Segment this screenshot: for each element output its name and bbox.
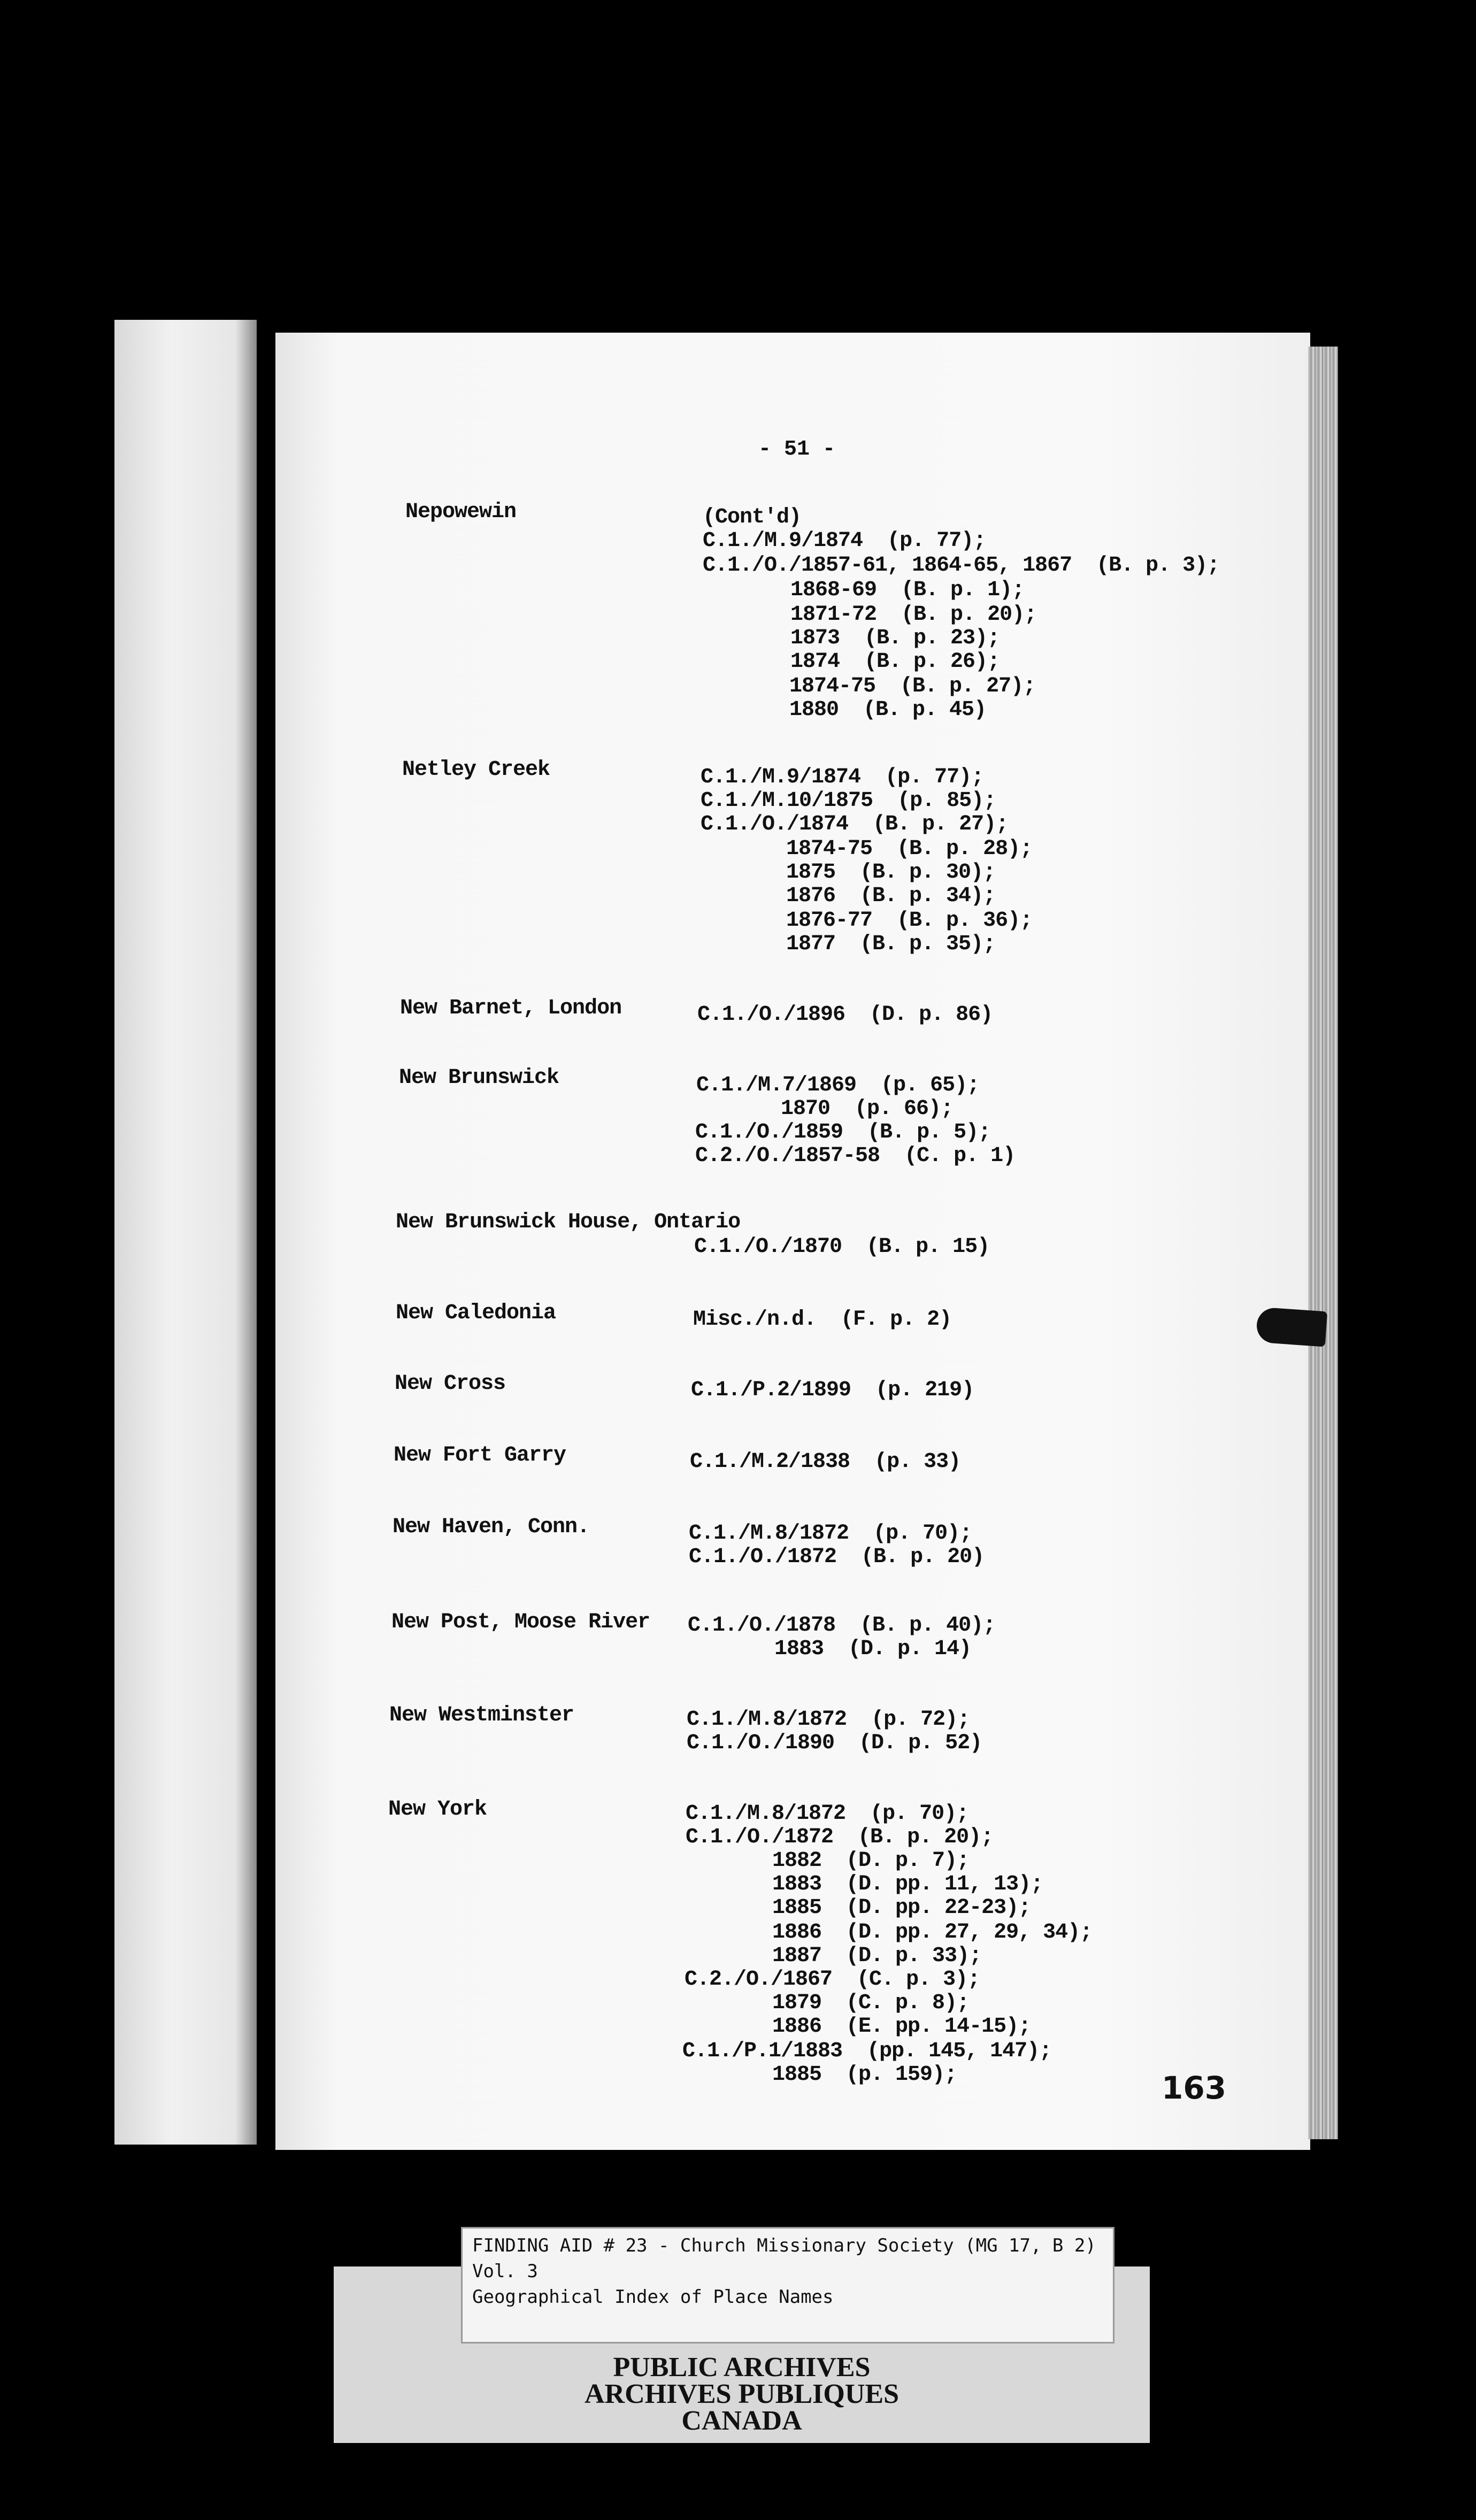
reference: C.1./O./1896 (D. p. 86): [697, 1003, 993, 1027]
reference: C.1./P.2/1899 (p. 219): [691, 1378, 974, 1402]
reference: C.1./M.9/1874 (p. 77);: [701, 765, 984, 789]
place-name: New Caledonia: [396, 1301, 556, 1325]
reference: 1870 (p. 66);: [781, 1097, 954, 1121]
reference: 1871-72 (B. p. 20);: [790, 603, 1037, 627]
reference: Misc./n.d. (F. p. 2): [693, 1308, 952, 1332]
reference: 1874-75 (B. p. 27);: [789, 674, 1036, 698]
finding-aid-subtitle: Geographical Index of Place Names: [472, 2286, 834, 2308]
reference: 1883 (D. pp. 11, 13);: [772, 1872, 1043, 1896]
place-name: New Brunswick House, Ontario: [396, 1210, 741, 1234]
reference: C.1./M.9/1874 (p. 77);: [703, 529, 986, 553]
archives-stamp: [334, 2354, 1150, 2434]
reference: C.1./O./1874 (B. p. 27);: [701, 812, 1009, 836]
place-name: New Post, Moose River: [391, 1610, 650, 1634]
reference: C.1./O./1870 (B. p. 15): [694, 1235, 990, 1259]
reference: 1886 (D. pp. 27, 29, 34);: [772, 1920, 1093, 1945]
reference: C.1./P.1/1883 (pp. 145, 147);: [682, 2039, 1052, 2063]
reference: (Cont'd): [703, 505, 802, 529]
reference: C.2./O./1867 (C. p. 3);: [685, 1968, 980, 1992]
archives-line-country: CANADA: [681, 2406, 802, 2436]
reference: 1874-75 (B. p. 28);: [786, 837, 1033, 861]
reference: 1875 (B. p. 30);: [786, 861, 996, 885]
reference: C.1./O./1857-61, 1864-65, 1867 (B. p. 3);: [703, 554, 1220, 578]
reference: 1877 (B. p. 35);: [786, 932, 996, 956]
reference: C.1./M.2/1838 (p. 33): [690, 1450, 961, 1474]
reference: 1873 (B. p. 23);: [790, 626, 1000, 650]
reference: C.1./M.8/1872 (p. 72);: [687, 1708, 970, 1732]
archive-stamp-number: 163: [1162, 2070, 1227, 2106]
reference: 1876-77 (B. p. 36);: [786, 909, 1033, 933]
reference: 1887 (D. p. 33);: [772, 1944, 982, 1968]
reference: C.1./O./1859 (B. p. 5);: [695, 1120, 991, 1144]
finding-aid-label: [461, 2227, 1114, 2344]
place-name: New Fort Garry: [394, 1443, 566, 1468]
reference: 1876 (B. p. 34);: [786, 884, 996, 908]
reference: 1885 (D. pp. 22-23);: [772, 1896, 1031, 1920]
place-name: Netley Creek: [402, 758, 550, 782]
archives-line-en: PUBLIC ARCHIVES: [613, 2352, 871, 2383]
reference: 1882 (D. p. 7);: [772, 1849, 970, 1873]
place-name: New York: [388, 1797, 487, 1822]
place-name: New Haven, Conn.: [393, 1515, 590, 1539]
reference: 1886 (E. pp. 14-15);: [772, 2015, 1031, 2039]
page-number: - 51 -: [758, 437, 836, 462]
page-tab-marker: [1256, 1307, 1327, 1347]
place-name: New Brunswick: [399, 1066, 559, 1090]
place-name: Nepowewin: [405, 500, 517, 524]
reference: C.1./O./1890 (D. p. 52): [687, 1731, 982, 1755]
reference: C.1./O./1872 (B. p. 20): [689, 1545, 985, 1569]
reference: C.2./O./1857-58 (C. p. 1): [695, 1144, 1016, 1168]
finding-aid-volume: Vol. 3: [472, 2261, 538, 2282]
reference: C.1./M.10/1875 (p. 85);: [701, 789, 996, 813]
place-name: New Cross: [395, 1372, 506, 1396]
reference: 1885 (p. 159);: [772, 2063, 957, 2087]
finding-aid-title: FINDING AID # 23 - Church Missionary Society (MG 17, B 2): [472, 2235, 1096, 2256]
reference: C.1./O./1872 (B. p. 20);: [686, 1825, 994, 1849]
place-name: New Westminster: [389, 1703, 574, 1727]
archives-line-fr: ARCHIVES PUBLIQUES: [584, 2379, 900, 2409]
reference: 1879 (C. p. 8);: [772, 1991, 970, 2015]
reference: C.1./M.7/1869 (p. 65);: [696, 1073, 980, 1097]
left-page-edge: [114, 320, 257, 2145]
reference: C.1./M.8/1872 (p. 70);: [689, 1522, 972, 1546]
reference: 1874 (B. p. 26);: [790, 650, 1000, 674]
place-name: New Barnet, London: [400, 996, 622, 1020]
reference: 1883 (D. p. 14): [774, 1637, 972, 1661]
reference: C.1./M.8/1872 (p. 70);: [686, 1802, 969, 1826]
reference: 1880 (B. p. 45): [789, 698, 987, 722]
right-page-edges: [1308, 347, 1338, 2139]
reference: C.1./O./1878 (B. p. 40);: [688, 1614, 996, 1638]
reference: 1868-69 (B. p. 1);: [790, 578, 1025, 602]
